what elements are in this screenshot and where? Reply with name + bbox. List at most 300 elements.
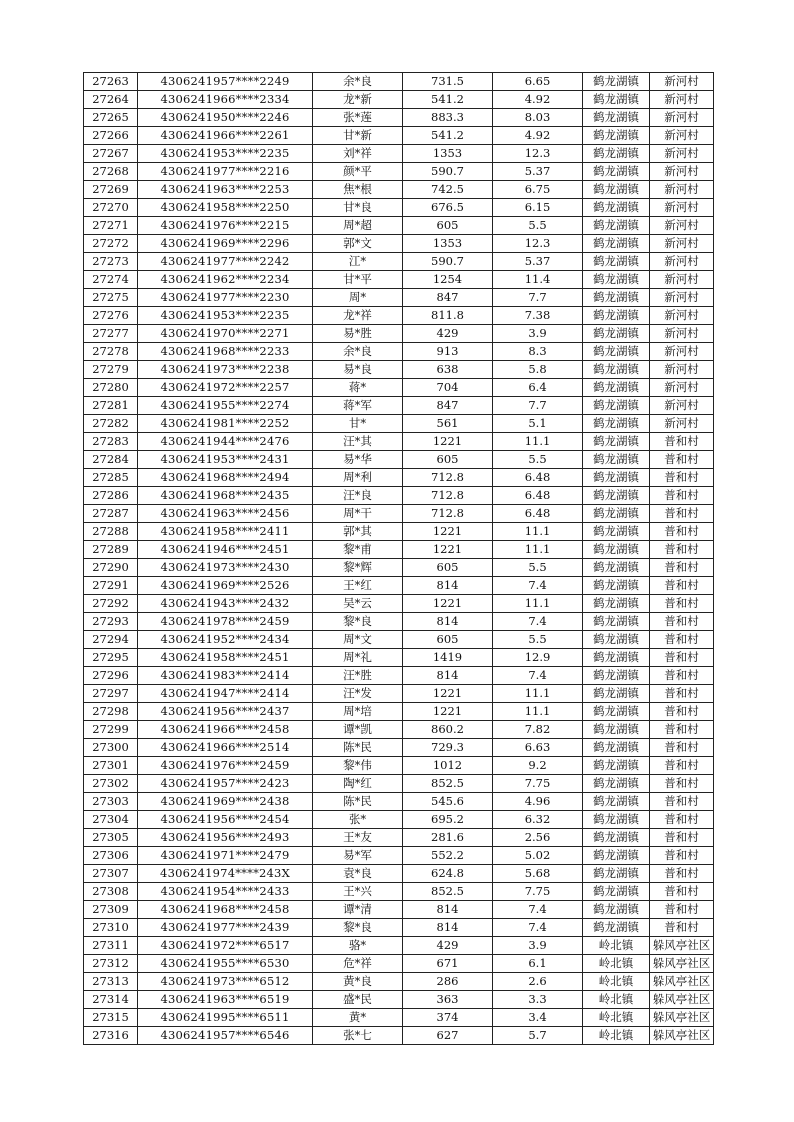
id-number-cell: 4306241966****2458	[138, 721, 313, 739]
town-cell: 鹤龙湖镇	[583, 109, 650, 127]
area-cell: 3.3	[493, 991, 583, 1009]
town-cell: 鹤龙湖镇	[583, 595, 650, 613]
amount-cell: 704	[403, 379, 493, 397]
area-cell: 5.5	[493, 631, 583, 649]
area-cell: 6.15	[493, 199, 583, 217]
village-cell: 普和村	[650, 505, 714, 523]
id-number-cell: 4306241977****2439	[138, 919, 313, 937]
row-number-cell: 27293	[84, 613, 138, 631]
row-number-cell: 27308	[84, 883, 138, 901]
town-cell: 鹤龙湖镇	[583, 883, 650, 901]
village-cell: 躲风亭社区	[650, 1009, 714, 1027]
table-row	[84, 451, 714, 469]
name-cell: 黄*	[313, 1009, 403, 1027]
town-cell: 鹤龙湖镇	[583, 433, 650, 451]
area-cell: 11.1	[493, 595, 583, 613]
row-number-cell: 27264	[84, 91, 138, 109]
village-cell: 躲风亭社区	[650, 991, 714, 1009]
town-cell: 鹤龙湖镇	[583, 685, 650, 703]
town-cell: 岭北镇	[583, 1027, 650, 1045]
village-cell: 普和村	[650, 703, 714, 721]
table-row	[84, 991, 714, 1009]
id-number-cell: 4306241946****2451	[138, 541, 313, 559]
amount-cell: 814	[403, 577, 493, 595]
area-cell: 7.4	[493, 901, 583, 919]
village-cell: 新河村	[650, 397, 714, 415]
town-cell: 鹤龙湖镇	[583, 829, 650, 847]
village-cell: 新河村	[650, 325, 714, 343]
town-cell: 鹤龙湖镇	[583, 775, 650, 793]
area-cell: 4.92	[493, 91, 583, 109]
town-cell: 鹤龙湖镇	[583, 253, 650, 271]
amount-cell: 852.5	[403, 775, 493, 793]
area-cell: 6.48	[493, 469, 583, 487]
amount-cell: 590.7	[403, 253, 493, 271]
name-cell: 张*	[313, 811, 403, 829]
amount-cell: 1419	[403, 649, 493, 667]
table-row	[84, 595, 714, 613]
id-number-cell: 4306241974****243X	[138, 865, 313, 883]
name-cell: 龙*祥	[313, 307, 403, 325]
town-cell: 鹤龙湖镇	[583, 739, 650, 757]
table-row	[84, 631, 714, 649]
id-number-cell: 4306241969****2296	[138, 235, 313, 253]
name-cell: 龙*新	[313, 91, 403, 109]
area-cell: 5.8	[493, 361, 583, 379]
row-number-cell: 27280	[84, 379, 138, 397]
amount-cell: 363	[403, 991, 493, 1009]
row-number-cell: 27285	[84, 469, 138, 487]
village-cell: 新河村	[650, 253, 714, 271]
amount-cell: 605	[403, 217, 493, 235]
table-row	[84, 73, 714, 91]
row-number-cell: 27305	[84, 829, 138, 847]
name-cell: 张*莲	[313, 109, 403, 127]
name-cell: 陈*民	[313, 739, 403, 757]
table-row	[84, 217, 714, 235]
village-cell: 新河村	[650, 343, 714, 361]
area-cell: 7.82	[493, 721, 583, 739]
row-number-cell: 27302	[84, 775, 138, 793]
area-cell: 5.5	[493, 451, 583, 469]
name-cell: 王*友	[313, 829, 403, 847]
village-cell: 普和村	[650, 649, 714, 667]
table-body	[84, 73, 714, 1045]
amount-cell: 605	[403, 559, 493, 577]
id-number-cell: 4306241966****2514	[138, 739, 313, 757]
row-number-cell: 27269	[84, 181, 138, 199]
town-cell: 鹤龙湖镇	[583, 703, 650, 721]
name-cell: 甘*	[313, 415, 403, 433]
amount-cell: 1353	[403, 145, 493, 163]
name-cell: 袁*良	[313, 865, 403, 883]
id-number-cell: 4306241953****2235	[138, 145, 313, 163]
table-row	[84, 667, 714, 685]
amount-cell: 374	[403, 1009, 493, 1027]
town-cell: 鹤龙湖镇	[583, 487, 650, 505]
town-cell: 鹤龙湖镇	[583, 181, 650, 199]
id-number-cell: 4306241973****6512	[138, 973, 313, 991]
area-cell: 8.3	[493, 343, 583, 361]
name-cell: 周*	[313, 289, 403, 307]
row-number-cell: 27272	[84, 235, 138, 253]
id-number-cell: 4306241957****6546	[138, 1027, 313, 1045]
id-number-cell: 4306241958****2250	[138, 199, 313, 217]
area-cell: 12.3	[493, 235, 583, 253]
area-cell: 6.1	[493, 955, 583, 973]
table-row	[84, 379, 714, 397]
town-cell: 鹤龙湖镇	[583, 667, 650, 685]
amount-cell: 605	[403, 631, 493, 649]
area-cell: 6.65	[493, 73, 583, 91]
area-cell: 6.48	[493, 487, 583, 505]
table-row	[84, 937, 714, 955]
amount-cell: 1012	[403, 757, 493, 775]
town-cell: 鹤龙湖镇	[583, 361, 650, 379]
town-cell: 岭北镇	[583, 1009, 650, 1027]
town-cell: 鹤龙湖镇	[583, 451, 650, 469]
table-row	[84, 559, 714, 577]
name-cell: 周*礼	[313, 649, 403, 667]
table-row	[84, 721, 714, 739]
amount-cell: 281.6	[403, 829, 493, 847]
area-cell: 5.5	[493, 217, 583, 235]
area-cell: 12.3	[493, 145, 583, 163]
village-cell: 普和村	[650, 487, 714, 505]
town-cell: 鹤龙湖镇	[583, 91, 650, 109]
id-number-cell: 4306241968****2494	[138, 469, 313, 487]
name-cell: 危*祥	[313, 955, 403, 973]
town-cell: 鹤龙湖镇	[583, 379, 650, 397]
area-cell: 3.9	[493, 325, 583, 343]
table-row	[84, 955, 714, 973]
table-row	[84, 883, 714, 901]
id-number-cell: 4306241955****2274	[138, 397, 313, 415]
table-row	[84, 505, 714, 523]
amount-cell: 913	[403, 343, 493, 361]
table-row	[84, 541, 714, 559]
id-number-cell: 4306241977****2216	[138, 163, 313, 181]
id-number-cell: 4306241972****6517	[138, 937, 313, 955]
village-cell: 普和村	[650, 739, 714, 757]
area-cell: 5.37	[493, 253, 583, 271]
id-number-cell: 4306241963****6519	[138, 991, 313, 1009]
town-cell: 鹤龙湖镇	[583, 541, 650, 559]
id-number-cell: 4306241950****2246	[138, 109, 313, 127]
row-number-cell: 27307	[84, 865, 138, 883]
name-cell: 汪*胜	[313, 667, 403, 685]
id-number-cell: 4306241958****2411	[138, 523, 313, 541]
village-cell: 新河村	[650, 109, 714, 127]
id-number-cell: 4306241963****2456	[138, 505, 313, 523]
id-number-cell: 4306241958****2451	[138, 649, 313, 667]
table-row	[84, 163, 714, 181]
town-cell: 鹤龙湖镇	[583, 793, 650, 811]
table-row	[84, 289, 714, 307]
village-cell: 普和村	[650, 451, 714, 469]
amount-cell: 860.2	[403, 721, 493, 739]
name-cell: 易*良	[313, 361, 403, 379]
name-cell: 焦*根	[313, 181, 403, 199]
id-number-cell: 4306241943****2432	[138, 595, 313, 613]
name-cell: 黄*良	[313, 973, 403, 991]
name-cell: 陶*红	[313, 775, 403, 793]
name-cell: 江*	[313, 253, 403, 271]
row-number-cell: 27290	[84, 559, 138, 577]
area-cell: 7.4	[493, 577, 583, 595]
id-number-cell: 4306241968****2435	[138, 487, 313, 505]
name-cell: 易*胜	[313, 325, 403, 343]
village-cell: 普和村	[650, 757, 714, 775]
amount-cell: 847	[403, 397, 493, 415]
area-cell: 7.75	[493, 883, 583, 901]
area-cell: 6.48	[493, 505, 583, 523]
row-number-cell: 27279	[84, 361, 138, 379]
village-cell: 普和村	[650, 541, 714, 559]
town-cell: 鹤龙湖镇	[583, 505, 650, 523]
id-number-cell: 4306241947****2414	[138, 685, 313, 703]
id-number-cell: 4306241953****2431	[138, 451, 313, 469]
table-row	[84, 775, 714, 793]
table-row	[84, 415, 714, 433]
town-cell: 鹤龙湖镇	[583, 307, 650, 325]
table-row	[84, 865, 714, 883]
id-number-cell: 4306241956****2493	[138, 829, 313, 847]
amount-cell: 286	[403, 973, 493, 991]
village-cell: 新河村	[650, 289, 714, 307]
amount-cell: 590.7	[403, 163, 493, 181]
row-number-cell: 27296	[84, 667, 138, 685]
table-row	[84, 469, 714, 487]
town-cell: 鹤龙湖镇	[583, 523, 650, 541]
row-number-cell: 27267	[84, 145, 138, 163]
town-cell: 鹤龙湖镇	[583, 865, 650, 883]
name-cell: 汪*良	[313, 487, 403, 505]
table-row	[84, 685, 714, 703]
name-cell: 郭*其	[313, 523, 403, 541]
town-cell: 鹤龙湖镇	[583, 163, 650, 181]
row-number-cell: 27271	[84, 217, 138, 235]
town-cell: 鹤龙湖镇	[583, 145, 650, 163]
village-cell: 普和村	[650, 685, 714, 703]
table-row	[84, 901, 714, 919]
area-cell: 6.4	[493, 379, 583, 397]
row-number-cell: 27297	[84, 685, 138, 703]
id-number-cell: 4306241983****2414	[138, 667, 313, 685]
table-row	[84, 739, 714, 757]
amount-cell: 811.8	[403, 307, 493, 325]
name-cell: 郭*文	[313, 235, 403, 253]
id-number-cell: 4306241963****2253	[138, 181, 313, 199]
area-cell: 6.63	[493, 739, 583, 757]
village-cell: 普和村	[650, 613, 714, 631]
id-number-cell: 4306241968****2233	[138, 343, 313, 361]
area-cell: 11.1	[493, 685, 583, 703]
table-row	[84, 919, 714, 937]
town-cell: 鹤龙湖镇	[583, 613, 650, 631]
village-cell: 普和村	[650, 901, 714, 919]
row-number-cell: 27291	[84, 577, 138, 595]
name-cell: 易*华	[313, 451, 403, 469]
village-cell: 普和村	[650, 829, 714, 847]
village-cell: 新河村	[650, 415, 714, 433]
name-cell: 周*超	[313, 217, 403, 235]
village-cell: 普和村	[650, 919, 714, 937]
town-cell: 鹤龙湖镇	[583, 127, 650, 145]
amount-cell: 552.2	[403, 847, 493, 865]
name-cell: 余*良	[313, 73, 403, 91]
table-row	[84, 253, 714, 271]
table-row	[84, 109, 714, 127]
amount-cell: 729.3	[403, 739, 493, 757]
village-cell: 普和村	[650, 433, 714, 451]
row-number-cell: 27289	[84, 541, 138, 559]
amount-cell: 545.6	[403, 793, 493, 811]
row-number-cell: 27315	[84, 1009, 138, 1027]
amount-cell: 712.8	[403, 505, 493, 523]
area-cell: 5.37	[493, 163, 583, 181]
village-cell: 新河村	[650, 73, 714, 91]
table-row	[84, 307, 714, 325]
name-cell: 谭*凯	[313, 721, 403, 739]
row-number-cell: 27270	[84, 199, 138, 217]
row-number-cell: 27303	[84, 793, 138, 811]
name-cell: 颜*平	[313, 163, 403, 181]
area-cell: 5.02	[493, 847, 583, 865]
row-number-cell: 27274	[84, 271, 138, 289]
amount-cell: 852.5	[403, 883, 493, 901]
name-cell: 周*培	[313, 703, 403, 721]
name-cell: 刘*祥	[313, 145, 403, 163]
amount-cell: 695.2	[403, 811, 493, 829]
row-number-cell: 27273	[84, 253, 138, 271]
town-cell: 鹤龙湖镇	[583, 919, 650, 937]
area-cell: 11.1	[493, 541, 583, 559]
id-number-cell: 4306241962****2234	[138, 271, 313, 289]
table-row	[84, 757, 714, 775]
amount-cell: 671	[403, 955, 493, 973]
table-row	[84, 91, 714, 109]
town-cell: 岭北镇	[583, 991, 650, 1009]
amount-cell: 814	[403, 919, 493, 937]
town-cell: 鹤龙湖镇	[583, 217, 650, 235]
area-cell: 7.4	[493, 919, 583, 937]
table-row	[84, 793, 714, 811]
id-number-cell: 4306241972****2257	[138, 379, 313, 397]
id-number-cell: 4306241956****2437	[138, 703, 313, 721]
id-number-cell: 4306241957****2423	[138, 775, 313, 793]
village-cell: 普和村	[650, 721, 714, 739]
table-row	[84, 847, 714, 865]
amount-cell: 561	[403, 415, 493, 433]
town-cell: 岭北镇	[583, 973, 650, 991]
village-cell: 新河村	[650, 379, 714, 397]
village-cell: 普和村	[650, 811, 714, 829]
id-number-cell: 4306241970****2271	[138, 325, 313, 343]
row-number-cell: 27284	[84, 451, 138, 469]
row-number-cell: 27283	[84, 433, 138, 451]
id-number-cell: 4306241954****2433	[138, 883, 313, 901]
row-number-cell: 27316	[84, 1027, 138, 1045]
id-number-cell: 4306241977****2230	[138, 289, 313, 307]
id-number-cell: 4306241981****2252	[138, 415, 313, 433]
row-number-cell: 27306	[84, 847, 138, 865]
amount-cell: 1221	[403, 703, 493, 721]
row-number-cell: 27312	[84, 955, 138, 973]
area-cell: 6.32	[493, 811, 583, 829]
amount-cell: 541.2	[403, 91, 493, 109]
amount-cell: 1353	[403, 235, 493, 253]
name-cell: 骆*	[313, 937, 403, 955]
area-cell: 11.1	[493, 523, 583, 541]
area-cell: 5.1	[493, 415, 583, 433]
town-cell: 鹤龙湖镇	[583, 577, 650, 595]
amount-cell: 1254	[403, 271, 493, 289]
area-cell: 7.75	[493, 775, 583, 793]
village-cell: 新河村	[650, 199, 714, 217]
id-number-cell: 4306241966****2334	[138, 91, 313, 109]
id-number-cell: 4306241995****6511	[138, 1009, 313, 1027]
amount-cell: 712.8	[403, 487, 493, 505]
area-cell: 4.92	[493, 127, 583, 145]
area-cell: 6.75	[493, 181, 583, 199]
town-cell: 鹤龙湖镇	[583, 721, 650, 739]
row-number-cell: 27265	[84, 109, 138, 127]
id-number-cell: 4306241976****2459	[138, 757, 313, 775]
amount-cell: 731.5	[403, 73, 493, 91]
table-row	[84, 433, 714, 451]
village-cell: 新河村	[650, 361, 714, 379]
row-number-cell: 27263	[84, 73, 138, 91]
amount-cell: 429	[403, 325, 493, 343]
village-cell: 普和村	[650, 793, 714, 811]
amount-cell: 814	[403, 901, 493, 919]
area-cell: 5.7	[493, 1027, 583, 1045]
id-number-cell: 4306241968****2458	[138, 901, 313, 919]
village-cell: 新河村	[650, 163, 714, 181]
row-number-cell: 27292	[84, 595, 138, 613]
row-number-cell: 27266	[84, 127, 138, 145]
amount-cell: 814	[403, 667, 493, 685]
name-cell: 陈*民	[313, 793, 403, 811]
table-row	[84, 127, 714, 145]
amount-cell: 676.5	[403, 199, 493, 217]
area-cell: 7.4	[493, 667, 583, 685]
name-cell: 蒋*	[313, 379, 403, 397]
table-row	[84, 973, 714, 991]
id-number-cell: 4306241973****2238	[138, 361, 313, 379]
table-row	[84, 235, 714, 253]
row-number-cell: 27281	[84, 397, 138, 415]
village-cell: 新河村	[650, 181, 714, 199]
row-number-cell: 27276	[84, 307, 138, 325]
amount-cell: 624.8	[403, 865, 493, 883]
row-number-cell: 27309	[84, 901, 138, 919]
village-cell: 普和村	[650, 469, 714, 487]
table-row	[84, 649, 714, 667]
town-cell: 鹤龙湖镇	[583, 901, 650, 919]
town-cell: 岭北镇	[583, 937, 650, 955]
table-row	[84, 577, 714, 595]
area-cell: 3.4	[493, 1009, 583, 1027]
town-cell: 鹤龙湖镇	[583, 631, 650, 649]
name-cell: 黎*伟	[313, 757, 403, 775]
town-cell: 鹤龙湖镇	[583, 199, 650, 217]
row-number-cell: 27314	[84, 991, 138, 1009]
table-row	[84, 145, 714, 163]
table-row	[84, 613, 714, 631]
village-cell: 普和村	[650, 595, 714, 613]
